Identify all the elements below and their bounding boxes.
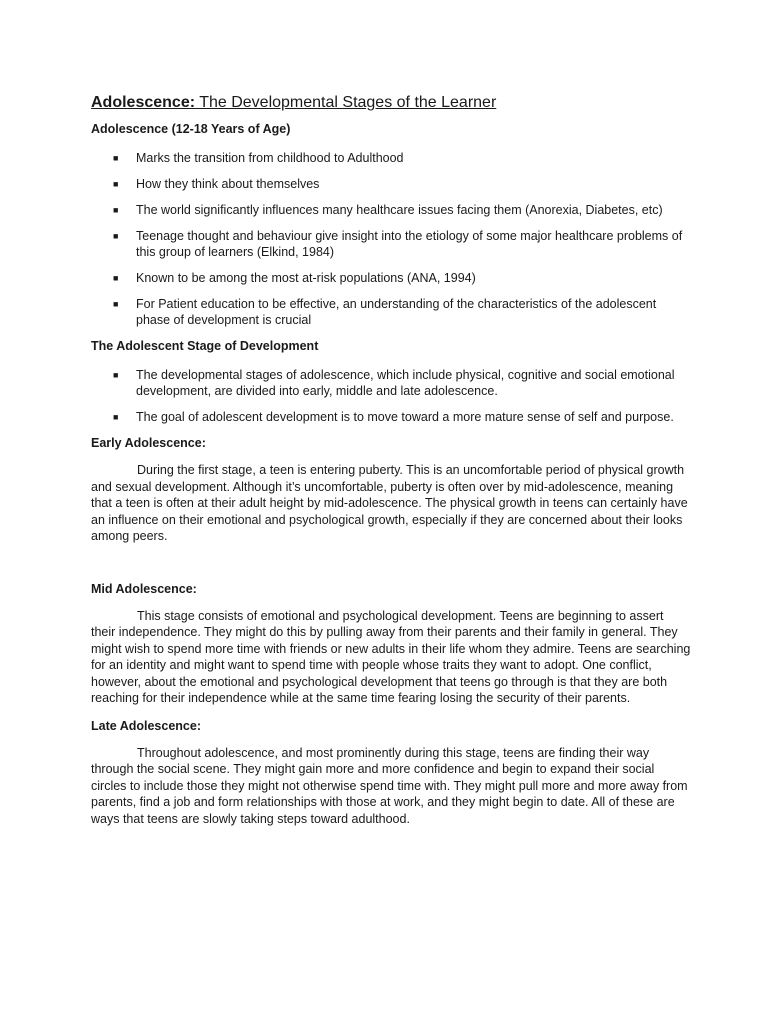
square-bullet-icon: ■ — [113, 179, 119, 189]
list-item — [91, 176, 691, 192]
document-page — [91, 92, 691, 827]
list-item — [91, 270, 691, 286]
bullet-list-stage-of-development — [91, 367, 691, 425]
square-bullet-icon: ■ — [113, 153, 119, 163]
list-item-text: Known to be among the most at-risk populations (ANA, 1994) — [136, 271, 476, 285]
document-title-rest: The Developmental Stages of the Learner — [195, 94, 497, 111]
section-heading-adolescence-age: Adolescence (12-18 Years of Age) — [91, 122, 291, 136]
document-title-lead: Adolescence: — [91, 94, 196, 111]
list-item-text: For Patient education to be effective, an understanding of the characteristics of the adolescent phase of development is crucial — [136, 297, 657, 327]
section-heading-late-adolescence: Late Adolescence: — [91, 718, 201, 733]
list-item — [91, 367, 691, 399]
list-item — [91, 150, 691, 166]
square-bullet-icon: ■ — [113, 231, 119, 241]
square-bullet-icon: ■ — [113, 412, 119, 422]
paragraph-mid-adolescence: This stage consists of emotional and psychological development. Teens are beginning to assert their independence. They might do this by pulling away from their parents and their family in general. They might wish to spend more time with friends or new adults in their life whom they admire. Teens are searching for an identity and might want to spend time with people whose traits they want to adopt. One conflict, however, about the emotional and psychological development that teens go through is that they are both reaching for their independence while at the same time fearing losing the security of their parents. — [91, 608, 691, 705]
square-bullet-icon: ■ — [113, 273, 119, 283]
paragraph-early-adolescence: During the first stage, a teen is entering puberty. This is an uncomfortable period of physical growth and sexual development. Although it’s uncomfortable, puberty is often over by mid-adolescence, meaning that a teen is often at their adult height by mid-adolescence. The physical growth in teens can certainly have an influence on their emotional and psychological growth, especially if they are concerned about their looks among peers. — [91, 463, 688, 543]
section-heading-mid-adolescence: Mid Adolescence: — [91, 581, 197, 596]
list-item-text: Marks the transition from childhood to Adulthood — [136, 151, 404, 165]
section-heading-stage-of-development: The Adolescent Stage of Development — [91, 339, 319, 353]
list-item — [91, 202, 691, 218]
square-bullet-icon: ■ — [113, 370, 119, 380]
document-title — [91, 92, 691, 114]
list-item-text: The world significantly influences many healthcare issues facing them (Anorexia, Diabetes, etc) — [136, 203, 663, 217]
section-heading-early-adolescence: Early Adolescence: — [91, 436, 206, 450]
list-item — [91, 228, 691, 260]
list-item-text: Teenage thought and behaviour give insight into the etiology of some major healthcare problems of this group of learners (Elkind, 1984) — [136, 229, 683, 259]
square-bullet-icon: ■ — [113, 299, 119, 309]
list-item-text: The goal of adolescent development is to move toward a more mature sense of self and purpose. — [136, 410, 674, 424]
list-item — [91, 296, 691, 328]
list-item-text: How they think about themselves — [136, 177, 320, 191]
paragraph-late-adolescence: Throughout adolescence, and most prominently during this stage, teens are finding their way through the social scene. They might gain more and more confidence and begin to expand their social circles to include those they might not otherwise spend time with. They might pull more and more away from parents, find a job and form relationships with those at work, and they might begin to date. All of these are ways that teens are slowly taking steps toward adulthood. — [91, 745, 688, 826]
list-item-text: The developmental stages of adolescence, which include physical, cognitive and social emotional development, are divided into early, middle and late adolescence. — [136, 368, 675, 398]
list-item — [91, 409, 691, 425]
bullet-list-adolescence-age — [91, 150, 691, 328]
square-bullet-icon: ■ — [113, 205, 119, 215]
